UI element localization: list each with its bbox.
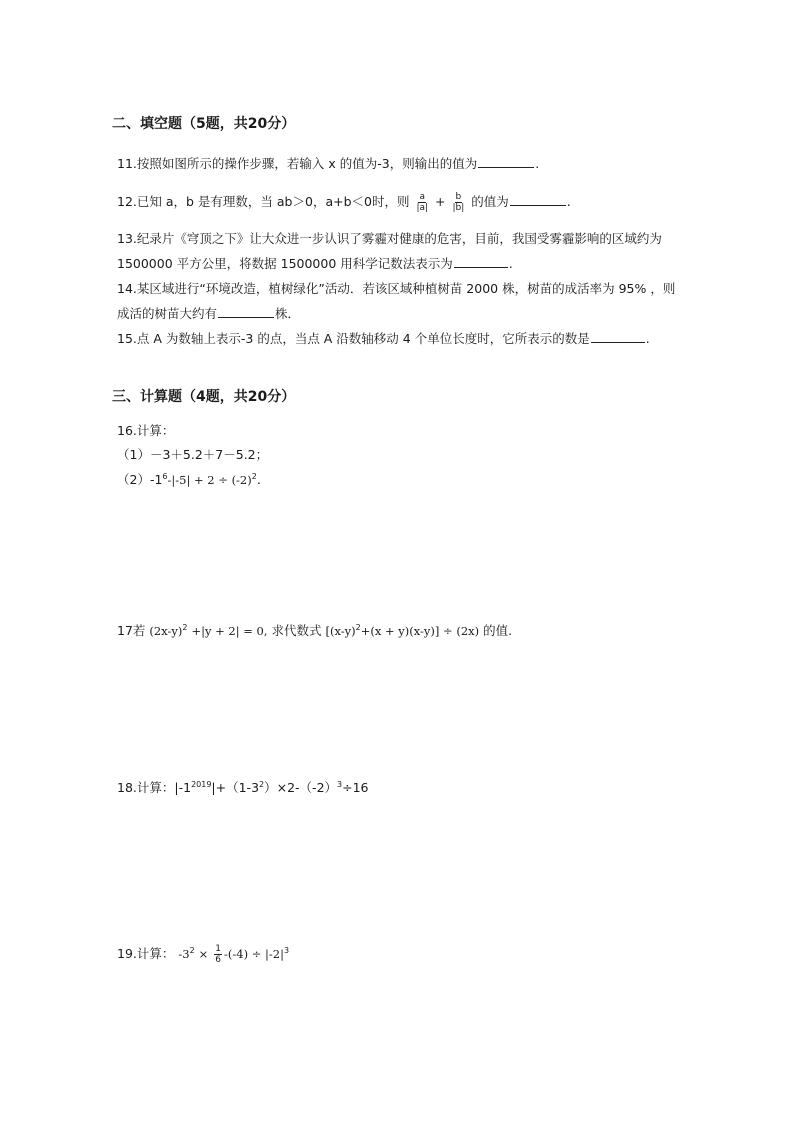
question-16-part-1: （1）－3＋5.2＋7－5.2； <box>117 447 269 462</box>
question-13-line-1: 13.纪录片《穹顶之下》让大众进一步认识了雾霾对健康的危害，目前，我国受雾霾影响的区域约为 <box>117 231 662 246</box>
question-11: 11.按照如图所示的操作步骤，若输入 x 的值为-3，则输出的值为 . <box>117 156 540 171</box>
fraction-a-over-abs-a: $\frac{a}{|a|}$ <box>416 192 429 213</box>
answer-blank[interactable] <box>478 166 534 168</box>
question-18: 18.计算：$|-1^{2019}|+(1-3^2)\times 2-(-2)^3\div 16$ <box>117 780 369 795</box>
answer-blank[interactable] <box>454 266 508 268</box>
question-15: 15.点 A 为数轴上表示-3 的点，当点 A 沿数轴移动 4 个单位长度时，它所表示的数是 . <box>117 331 650 346</box>
fraction-b-over-abs-b: $\frac{b}{|b|}$ <box>452 192 465 213</box>
answer-blank[interactable] <box>591 341 645 343</box>
question-16-label: 16.计算： <box>117 423 175 438</box>
question-17: 17若 $(2x-y)^2 +|y + 2| = 0$, 求代数式 $[(x-y)^2+(x + y)(x-y)] \div (2x)$ 的值. <box>117 623 513 638</box>
question-14-line-1: 14.某区域进行“环境改造，植树绿化”活动．若该区域种植树苗 2000 株，树苗的成活率为 95% ，则 <box>117 281 676 296</box>
question-19: 19.计算： $-3^2$ × $\frac{1}{6}$ $-(-4) \div |-2|^3$ <box>117 944 290 965</box>
answer-blank[interactable] <box>218 316 274 318</box>
section-title-fill-blank: 二、填空题（5题，共20分） <box>112 116 296 132</box>
answer-blank[interactable] <box>510 204 566 206</box>
question-12: 12.已知 a，b 是有理数，当 ab＞0，a+b＜0时，则 $\frac{a}{|a|}$ + $\frac{b}{|b|}$ 的值为 . <box>117 192 571 213</box>
section-title-calculation: 三、计算题（4题，共20分） <box>112 389 296 405</box>
fraction-one-sixth: $\frac{1}{6}$ <box>215 944 222 965</box>
question-16-part-2: $(2)-1^6-|-5| + 2 \div (-2)^2$. <box>117 472 261 487</box>
question-13-line-2: 1500000 平方公里，将数据 1500000 用科学记数法表示为 . <box>117 256 513 271</box>
question-text: 11.按照如图所示的操作步骤，若输入 x 的值为-3，则输出的值为 <box>117 156 478 171</box>
question-14-line-2: 成活的树苗大约有 株． <box>117 306 301 321</box>
question-text: 12.已知 a，b 是有理数，当 ab＞0，a+b＜0时，则 <box>117 194 410 209</box>
